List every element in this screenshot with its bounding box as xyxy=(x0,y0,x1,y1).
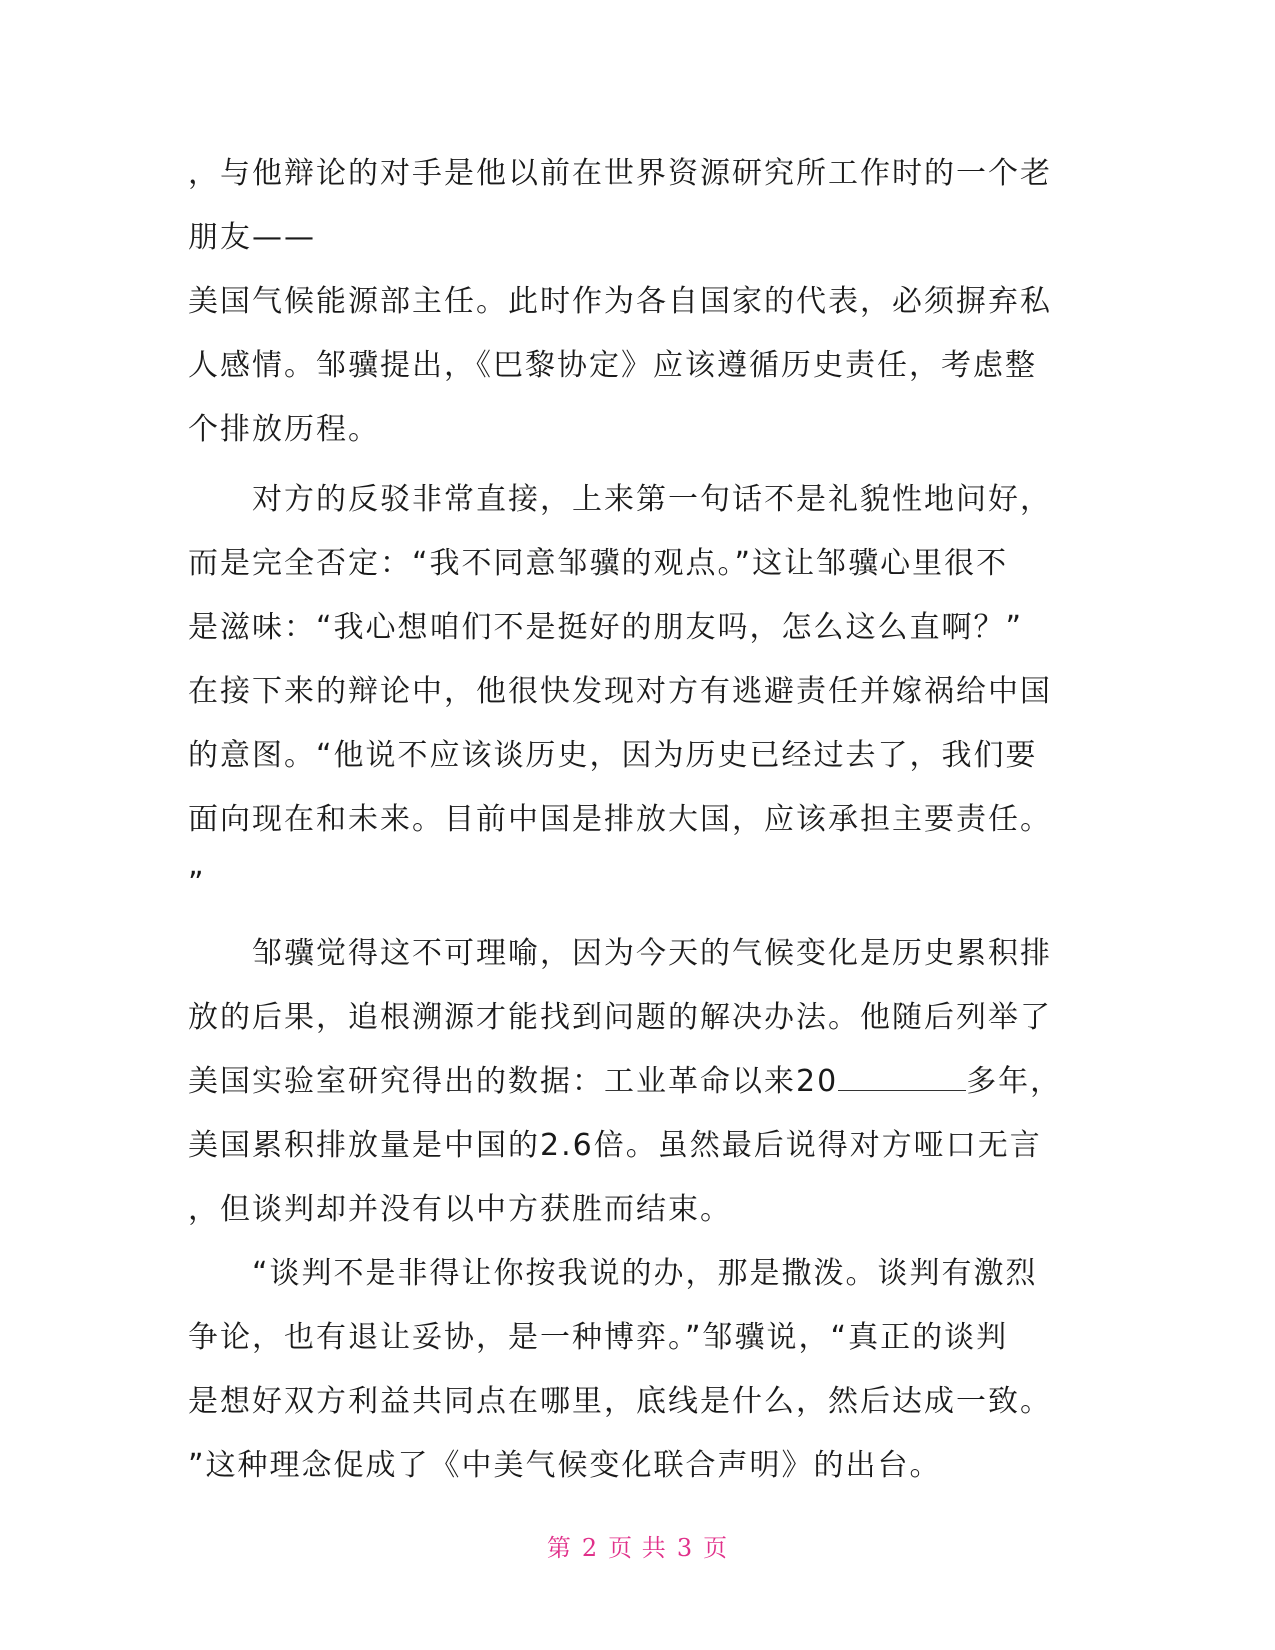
text-line: 的意图。“他说不应该谈历史，因为历史已经过去了，我们要 xyxy=(188,738,1038,773)
text-line: 放的后果，追根溯源才能找到问题的解决办法。他随后列举了 xyxy=(188,1000,1052,1035)
line-text-suffix: 多年， xyxy=(966,1064,1063,1099)
footer-middle: 页 共 xyxy=(608,1534,667,1562)
footer-total-pages: 3 xyxy=(676,1534,694,1562)
text-line: ，与他辩论的对手是他以前在世界资源研究所工作时的一个老 xyxy=(188,156,1052,191)
text-line: 美国累积排放量是中国的2.6倍。虽然最后说得对方哑口无言 xyxy=(188,1128,1042,1163)
text-line: 是想好双方利益共同点在哪里，底线是什么，然后达成一致。 xyxy=(188,1384,1052,1419)
footer-current-page: 2 xyxy=(581,1534,599,1562)
fill-in-blank xyxy=(838,1064,966,1091)
text-line: ，但谈判却并没有以中方获胜而结束。 xyxy=(188,1192,732,1227)
footer-prefix: 第 xyxy=(546,1534,572,1562)
text-line: ”这种理念促成了《中美气候变化联合声明》的出台。 xyxy=(188,1448,942,1483)
text-line: 美国气候能源部主任。此时作为各自国家的代表，必须摒弃私 xyxy=(188,284,1052,319)
text-line: 是滋味：“我心想咱们不是挺好的朋友吗，怎么这么直啊？” xyxy=(188,610,1024,645)
text-line: 对方的反驳非常直接，上来第一句话不是礼貌性地问好， xyxy=(188,482,1052,517)
text-line: 朋友—— xyxy=(188,220,316,255)
text-line: 在接下来的辩论中，他很快发现对方有逃避责任并嫁祸给中国 xyxy=(188,674,1052,709)
page-footer xyxy=(0,1528,1275,1563)
footer-suffix: 页 xyxy=(703,1534,729,1562)
text-line: 人感情。邹骥提出，《巴黎协定》应该遵循历史责任，考虑整 xyxy=(188,348,1037,383)
text-line: 而是完全否定：“我不同意邹骥的观点。”这让邹骥心里很不 xyxy=(188,546,1009,581)
text-line: ” xyxy=(188,866,206,901)
text-line: 个排放历程。 xyxy=(188,412,380,447)
body-text xyxy=(188,142,1088,1498)
text-line: “谈判不是非得让你按我说的办，那是撒泼。谈判有激烈 xyxy=(188,1256,1038,1291)
text-line: 邹骥觉得这不可理喻，因为今天的气候变化是历史累积排 xyxy=(188,936,1052,971)
text-line: 面向现在和未来。目前中国是排放大国，应该承担主要责任。 xyxy=(188,802,1052,837)
line-text: 美国实验室研究得出的数据：工业革命以来20 xyxy=(188,1064,839,1099)
text-line-with-blank xyxy=(188,1050,1088,1114)
text-line: 争论，也有退让妥协，是一种博弈。”邹骥说，“真正的谈判 xyxy=(188,1320,1009,1355)
